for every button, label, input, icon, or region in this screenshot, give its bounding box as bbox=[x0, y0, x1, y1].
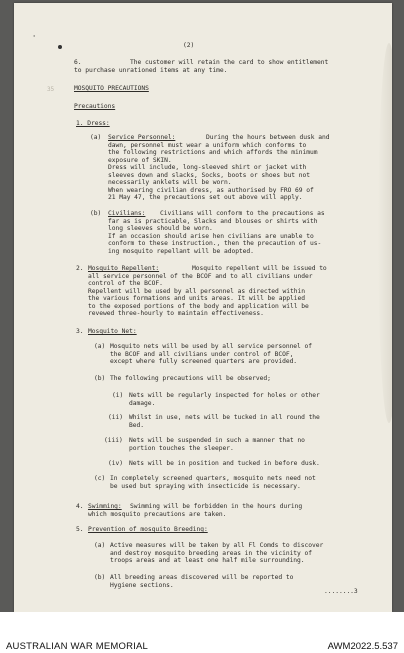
dress-a-line: sleeves down and slacks, Socks, boots or shoes but not bbox=[108, 171, 311, 179]
dress-a-line: Dress will include, long-sleeved shirt or jacket with bbox=[108, 164, 307, 171]
archive-reference: AWM2022.5.537 bbox=[327, 641, 398, 652]
repellent-line: revewed three-hourly to maintain effectiveness. bbox=[88, 310, 264, 317]
repellent-line: all service personnel of the BCOF and to all civilians under bbox=[88, 272, 313, 280]
dress-b-line: conform to these instruction., then the precaution of us- bbox=[108, 240, 322, 247]
net-i-label: (i) bbox=[112, 392, 124, 399]
net-iv-line: Nets will be in position and tucked in before dusk. bbox=[129, 460, 320, 467]
repellent-line: control of the BCOF. bbox=[88, 280, 163, 287]
repellent-number: 2. bbox=[76, 265, 84, 272]
breeding-a-line: and destroy mosquito breeding areas in the vicinity of bbox=[110, 549, 313, 557]
punch-hole bbox=[58, 45, 62, 49]
margin-mark: ' bbox=[32, 34, 37, 42]
dress-a-line: the following restrictions and which affords the minimum bbox=[108, 149, 318, 156]
dress-b-line: ing mosquito repellant will be adopted. bbox=[108, 247, 254, 255]
breeding-a-line: troops areas and at least one half mile surrounding. bbox=[110, 557, 305, 564]
dress-b-line: If an occasion should arise hen civilians are unable to bbox=[108, 232, 314, 240]
net-a-line: except where fully screened quarters are provided. bbox=[110, 358, 298, 365]
net-a-label: (a) bbox=[94, 343, 106, 350]
breeding-a-label: (a) bbox=[94, 542, 106, 549]
dress-a-line: necessarily anklets will be worn. bbox=[108, 179, 232, 186]
archive-name: AUSTRALIAN WAR MEMORIAL bbox=[6, 641, 149, 652]
swimming-number: 4. bbox=[76, 503, 84, 510]
sub-heading: Precautions bbox=[74, 103, 116, 110]
net-iii-line: Nets will be suspended in such a manner that no bbox=[129, 437, 305, 444]
net-number: 3. bbox=[76, 328, 84, 335]
repellent-line: Mosquito repellent will be issued to bbox=[192, 265, 327, 272]
dress-a-line: 21 May 47, the precautions set out above will apply. bbox=[108, 194, 303, 201]
dress-b-label: (b) bbox=[90, 210, 102, 217]
item-6-number: 6. bbox=[74, 59, 82, 66]
breeding-b-label: (b) bbox=[94, 574, 106, 581]
net-title: Mosquito Net: bbox=[88, 328, 137, 335]
breeding-number: 5. bbox=[76, 526, 84, 533]
faint-margin-mark: 35 bbox=[47, 86, 55, 93]
dress-b-line: long sleeves should be worn. bbox=[108, 225, 213, 232]
item-6-line: to purchase unrationed items at any time. bbox=[74, 67, 228, 74]
swimming-title: Swimming: bbox=[88, 503, 122, 510]
breeding-b-line: All breeding areas discovered will be reported to bbox=[110, 574, 294, 581]
item-6-line: The customer will retain the card to show entitlement bbox=[130, 59, 329, 66]
net-c-line: be used but spraying with insecticide is necessary. bbox=[110, 482, 301, 490]
net-ii-label: (ii) bbox=[108, 414, 123, 421]
section-heading: MOSQUITO PRECAUTIONS bbox=[74, 85, 149, 92]
breeding-title: Prevention of mosquito Breeding: bbox=[88, 526, 208, 533]
swimming-line: which mosquito precautions are taken. bbox=[88, 510, 227, 518]
net-i-line: damage. bbox=[129, 399, 156, 407]
repellent-line: Repellent will be used by all personnel as directed within bbox=[88, 287, 305, 295]
net-a-line: the BCOF and all civilians under control of BCOF, bbox=[110, 350, 294, 358]
document-page bbox=[14, 3, 392, 612]
dress-b-line: far as is practicable, Slacks and blouses or shirts with bbox=[108, 217, 318, 225]
breeding-b-line: Hygiene sections. bbox=[110, 581, 174, 589]
dress-a-line: dawn, personnel must wear a uniform which conforms to bbox=[108, 141, 307, 149]
net-iii-label: (iii) bbox=[104, 437, 123, 444]
net-c-label: (c) bbox=[94, 475, 106, 482]
repellent-line: to the exposed portions of the body and application will be bbox=[88, 302, 309, 310]
net-a-line: Mosquito nets will be used by all service personnel of bbox=[110, 343, 313, 350]
dress-title: 1. Dress: bbox=[76, 120, 110, 127]
repellent-title: Mosquito Repellent: bbox=[88, 265, 160, 272]
net-ii-line: Bed. bbox=[129, 421, 144, 429]
dress-b-heading: Civilians: bbox=[108, 210, 146, 217]
net-i-line: Nets will be regularly inspected for holes or other bbox=[129, 392, 320, 399]
breeding-a-line: Active measures will be taken by all Fl Comds to discover bbox=[110, 542, 324, 549]
net-b-label: (b) bbox=[94, 375, 106, 382]
archive-footer bbox=[0, 612, 404, 653]
dress-a-line: When wearing civilian dress, as authorised by FRO 69 of bbox=[108, 186, 314, 194]
dress-a-heading: Service Personnel: bbox=[108, 134, 176, 141]
dress-a-line: exposure of SKIN. bbox=[108, 156, 172, 164]
dress-a-line: During the hours between dusk and bbox=[206, 134, 330, 141]
continuation-marker: ........3 bbox=[324, 588, 358, 595]
net-iv-label: (iv) bbox=[108, 460, 123, 467]
swimming-line: Swimming will be forbidden in the hours during bbox=[130, 503, 303, 510]
net-ii-line: Whilst in use, nets will be tucked in all round the bbox=[129, 414, 320, 421]
page-number: (2) bbox=[183, 42, 195, 49]
net-c-line: In completely screened quarters, mosquito nets need not bbox=[110, 475, 316, 482]
net-iii-line: portion touches the sleeper. bbox=[129, 444, 234, 452]
repellent-line: the various formations and units areas. It will be applied bbox=[88, 295, 305, 302]
dress-b-line: Civilians will conform to the precautions as bbox=[160, 210, 325, 217]
net-b-line: The following precautions will be observed; bbox=[110, 375, 271, 382]
dress-a-label: (a) bbox=[90, 134, 102, 141]
